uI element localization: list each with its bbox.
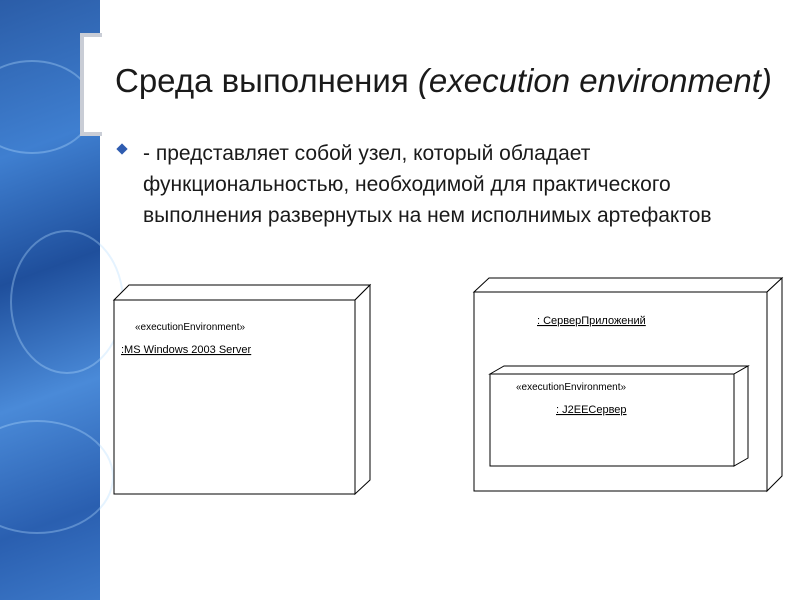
title-plain: Среда выполнения [115,62,418,99]
bullet-text: - представляет собой узел, который обладает функциональностью, необходимой для практического выполнения развернутых на нем исполнимых артефактов [143,142,712,227]
left-node-top-face [114,285,370,300]
right-node-top-face [474,278,782,292]
right-node-name: : СерверПриложений [537,315,646,327]
left-node-name: :MS Windows 2003 Server [121,344,252,356]
inner-node-side-face [734,366,748,466]
inner-node-stereotype: «executionEnvironment» [516,382,627,393]
right-node-side-face [767,278,782,491]
left-node [114,285,370,494]
inner-node [490,366,748,466]
left-node-side-face [355,285,370,494]
left-node-stereotype: «executionEnvironment» [135,322,246,333]
inner-node-name: : J2EEСервер [556,404,627,416]
title-italic: (execution environment) [417,62,772,99]
inner-node-top-face [490,366,748,374]
